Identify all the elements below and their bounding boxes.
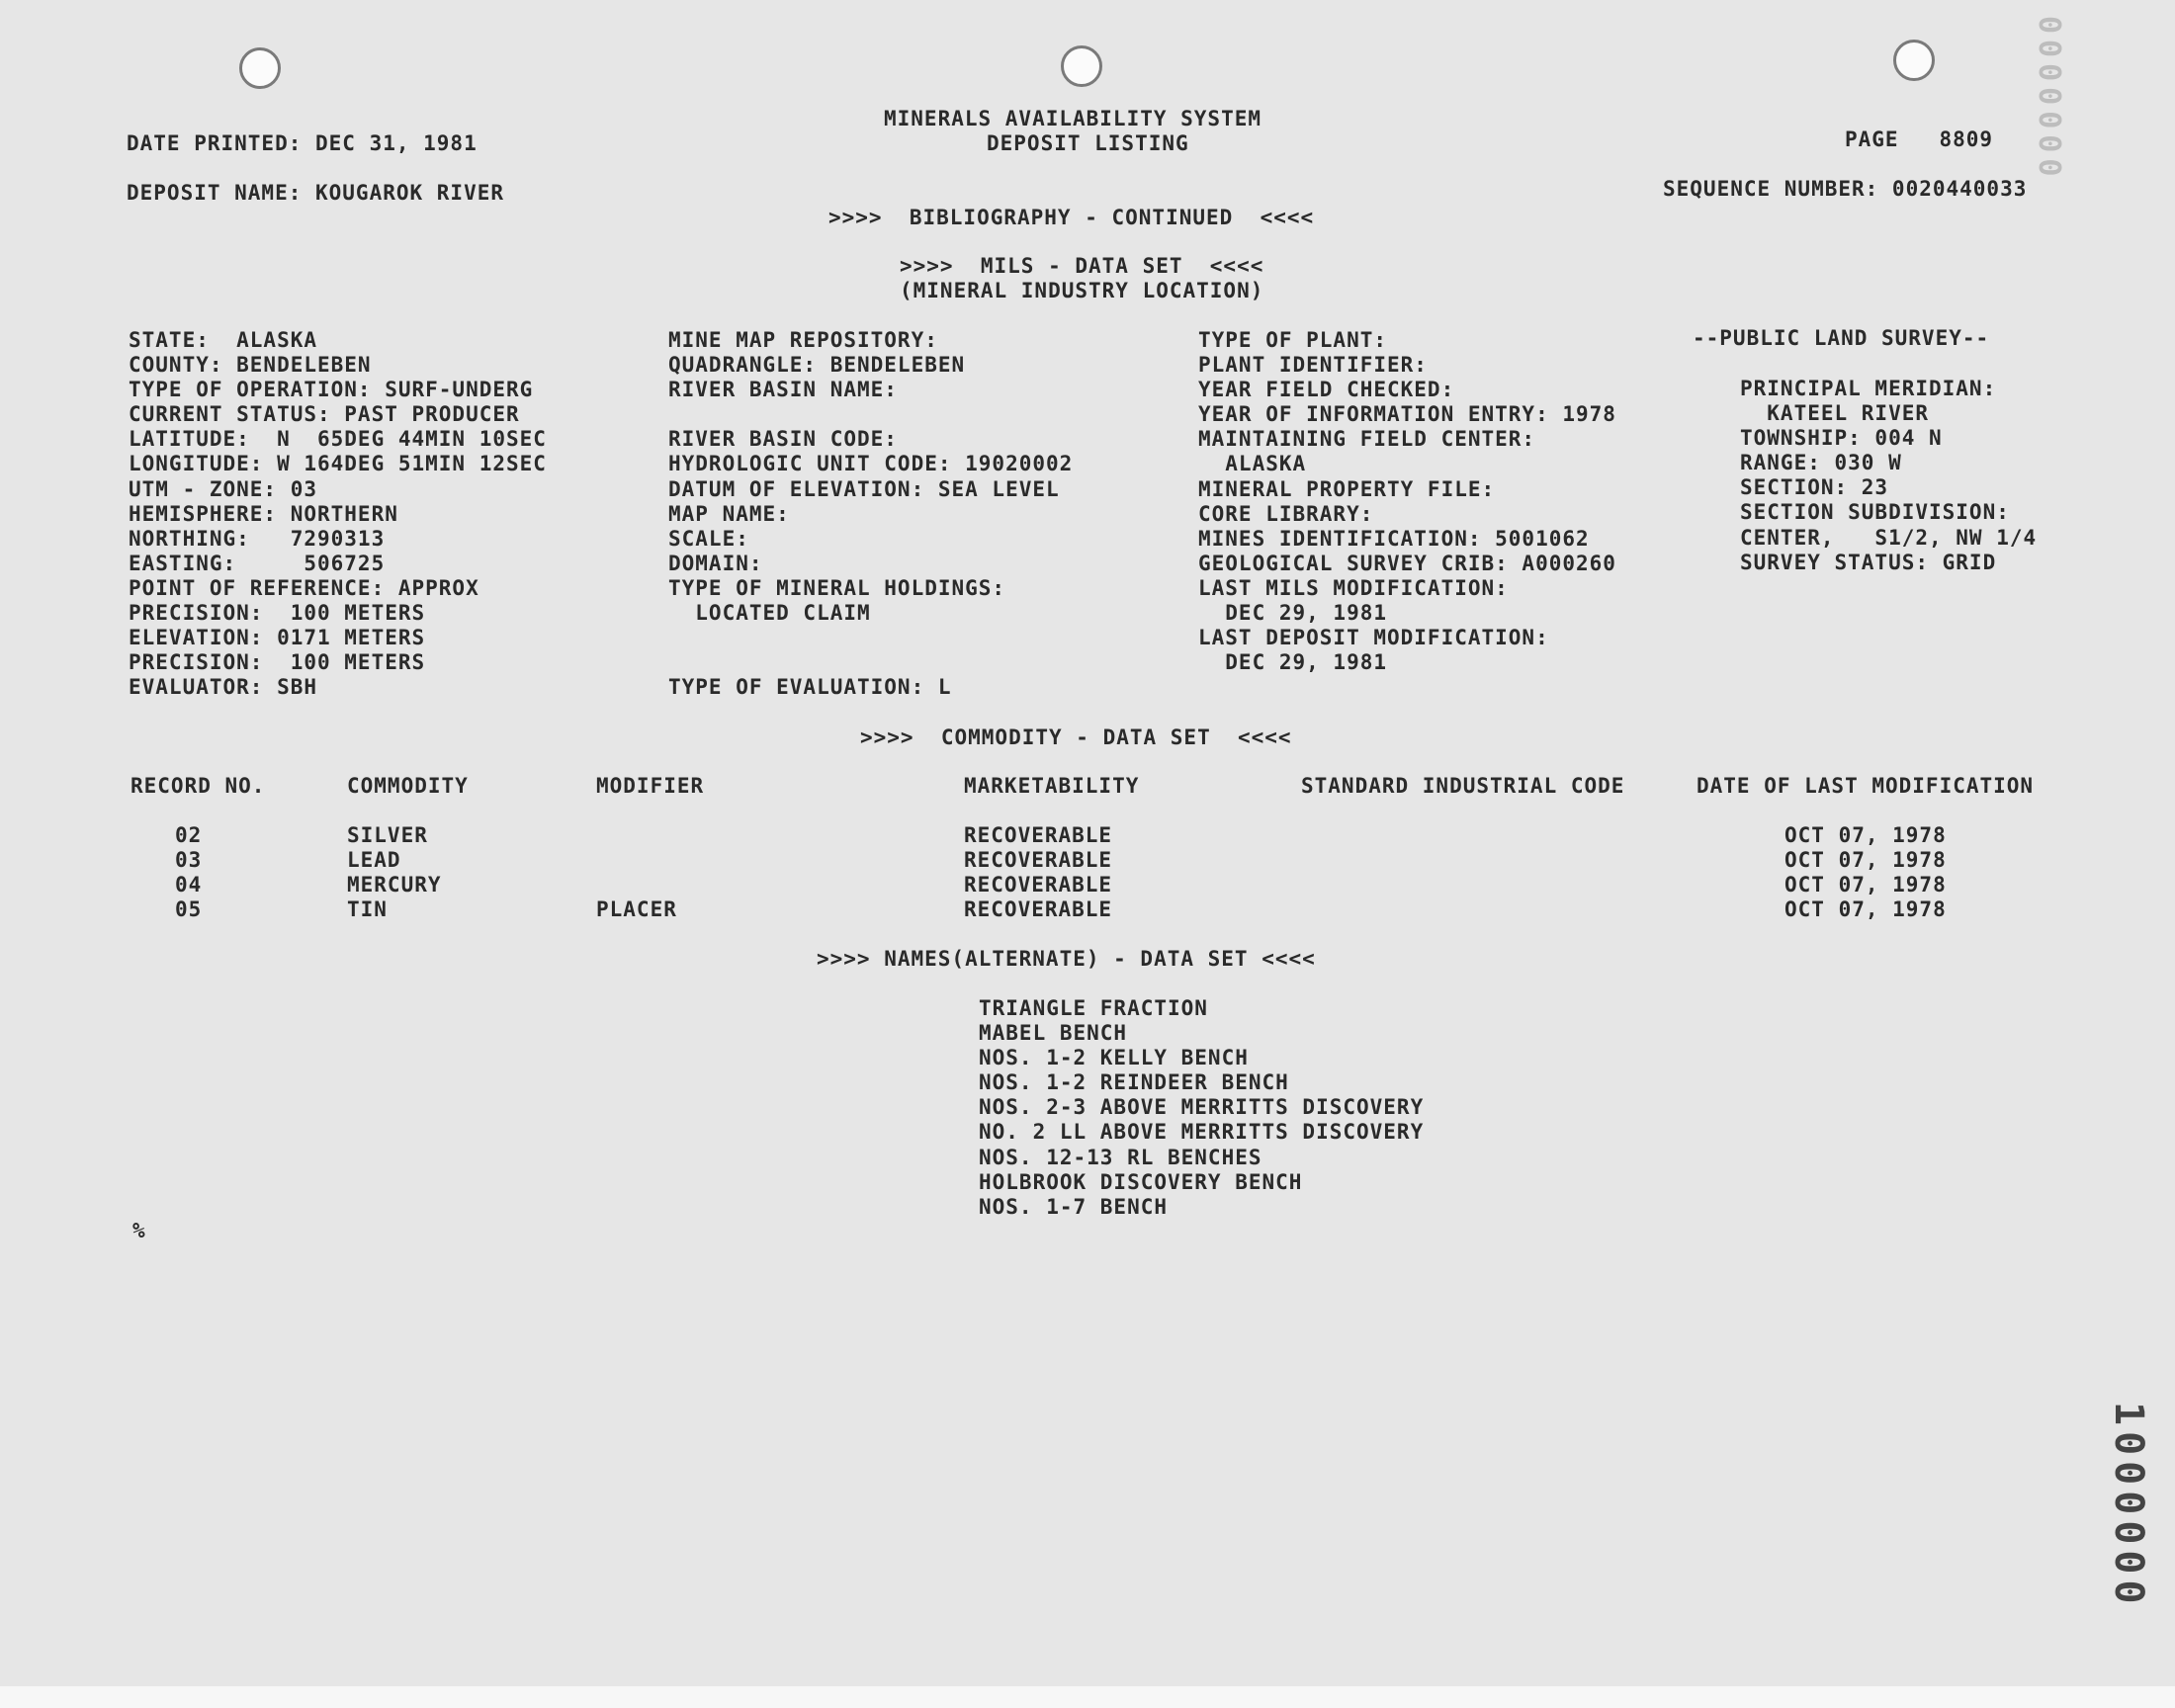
mils-field: PLANT IDENTIFIER: [1198,353,1428,378]
mils-field: MINERAL PROPERTY FILE: [1198,476,1496,501]
table-row [0,848,2175,873]
percent-marker: % [132,1219,146,1242]
date-last-modification: OCT 07, 1978 [1784,848,1947,872]
survey-field: SURVEY STATUS: GRID [1740,550,1997,574]
header-commodity: COMMODITY [347,774,469,798]
mils-column-4 [1740,377,2037,575]
marketability: RECOVERABLE [964,823,1113,847]
list-item: NOS. 1-2 REINDEER BENCH [979,1070,1289,1095]
mils-field: MINES IDENTIFICATION: 5001062 [1198,526,1590,551]
mils-field: YEAR FIELD CHECKED: [1198,378,1455,402]
marketability: RECOVERABLE [964,848,1113,872]
mils-title: >>>> MILS - DATA SET <<<< [900,254,1264,278]
mils-field: MINE MAP REPOSITORY: [668,328,938,352]
mils-field: HEMISPHERE: NORTHERN [129,501,398,526]
mils-field: LONGITUDE: W 164DEG 51MIN 12SEC [129,452,547,476]
system-title: MINERALS AVAILABILITY SYSTEM [884,107,1262,130]
mils-field: TYPE OF PLANT: [1198,328,1388,352]
mils-field [668,402,1073,427]
survey-field: RANGE: 030 W [1740,451,1902,475]
marketability: RECOVERABLE [964,897,1113,921]
mils-field: CORE LIBRARY: [1198,501,1374,526]
mils-field: MAINTAINING FIELD CENTER: [1198,427,1536,452]
mils-field [668,650,1073,675]
mils-column-2 [668,328,1073,700]
commodity: LEAD [347,848,401,872]
mils-field: STATE: ALASKA [129,328,318,352]
page-bottom-edge [0,1686,2175,1708]
survey-field: CENTER, S1/2, NW 1/4 [1740,525,2038,550]
list-item: NOS. 1-2 KELLY BENCH [979,1046,1249,1070]
mils-field: RIVER BASIN NAME: [668,378,898,402]
survey-field: SECTION SUBDIVISION: [1740,500,2010,525]
mils-field: SCALE: [668,526,749,551]
survey-field: PRINCIPAL MERIDIAN: [1740,377,1997,400]
mils-field: DEC 29, 1981 [1198,601,1388,626]
alternate-names-list [979,996,1424,1220]
mils-field: ELEVATION: 0171 METERS [129,626,426,650]
survey-field: KATEEL RIVER [1740,401,1930,426]
commodity: MERCURY [347,873,442,897]
list-item: NOS. 12-13 RL BENCHES [979,1145,1262,1169]
table-row [0,897,2175,922]
survey-field: SECTION: 23 [1740,475,1889,500]
deposit-name: DEPOSIT NAME: KOUGAROK RIVER [127,181,505,205]
mils-field: UTM - ZONE: 03 [129,476,318,501]
record-no: 03 [175,848,203,872]
date-last-modification: OCT 07, 1978 [1784,823,1947,847]
frame-number-faint-stamp: 0000000 [2032,16,2066,183]
record-no: 05 [175,897,203,921]
mils-field: MAP NAME: [668,501,790,526]
mils-column-1 [129,328,547,700]
header-standard-industrial-code: STANDARD INDUSTRIAL CODE [1301,774,1625,798]
mils-field: DATUM OF ELEVATION: SEA LEVEL [668,476,1060,501]
mils-field: TYPE OF OPERATION: SURF-UNDERG [129,378,534,402]
list-item: NOS. 2-3 ABOVE MERRITTS DISCOVERY [979,1095,1425,1120]
list-item: NO. 2 LL ABOVE MERRITTS DISCOVERY [979,1120,1425,1145]
table-row [0,873,2175,897]
record-no: 02 [175,823,203,847]
punch-hole-right [1893,40,1935,81]
mils-field: YEAR OF INFORMATION ENTRY: 1978 [1198,402,1616,427]
public-land-survey-title: --PUBLIC LAND SURVEY-- [1693,326,1990,350]
mils-subtitle: (MINERAL INDUSTRY LOCATION) [900,279,1264,302]
survey-field: TOWNSHIP: 004 N [1740,426,1943,451]
list-item: HOLBROOK DISCOVERY BENCH [979,1169,1303,1194]
punch-hole-center [1061,45,1102,87]
mils-field: ALASKA [1198,452,1307,476]
mils-field: LATITUDE: N 65DEG 44MIN 10SEC [129,427,547,452]
bibliography-heading: >>>> BIBLIOGRAPHY - CONTINUED <<<< [828,206,1315,229]
mils-field: RIVER BASIN CODE: [668,427,898,452]
mils-field: EVALUATOR: SBH [129,675,318,700]
listing-title: DEPOSIT LISTING [987,131,1189,155]
mils-field: LAST DEPOSIT MODIFICATION: [1198,626,1549,650]
mils-field: PRECISION: 100 METERS [129,601,426,626]
mils-field [668,626,1073,650]
mils-field: POINT OF REFERENCE: APPROX [129,575,479,600]
mils-field: GEOLOGICAL SURVEY CRIB: A000260 [1198,551,1616,575]
modifier: PLACER [596,897,677,921]
mils-field: LOCATED CLAIM [668,601,871,626]
mils-field: DOMAIN: [668,551,763,575]
mils-field: TYPE OF EVALUATION: L [668,675,952,700]
header-record-no: RECORD NO. [130,774,266,798]
mils-field: HYDROLOGIC UNIT CODE: 19020002 [668,452,1074,476]
record-no: 04 [175,873,203,897]
header-date-last-modification: DATE OF LAST MODIFICATION [1696,774,2035,798]
commodity-header-row [0,774,2175,799]
punch-hole-left [239,47,281,89]
table-row [0,823,2175,848]
marketability: RECOVERABLE [964,873,1113,897]
commodity-title: >>>> COMMODITY - DATA SET <<<< [860,726,1292,749]
mils-field: CURRENT STATUS: PAST PRODUCER [129,402,520,427]
mils-field: COUNTY: BENDELEBEN [129,353,372,378]
page-number: PAGE 8809 [1845,128,1994,151]
date-last-modification: OCT 07, 1978 [1784,873,1947,897]
frame-number-stamp: 1000000 [2106,1402,2151,1610]
mils-field: DEC 29, 1981 [1198,650,1388,675]
mils-field: PRECISION: 100 METERS [129,650,426,675]
names-title: >>>> NAMES(ALTERNATE) - DATA SET <<<< [817,947,1316,971]
mils-field: LAST MILS MODIFICATION: [1198,575,1509,600]
date-printed: DATE PRINTED: DEC 31, 1981 [127,131,478,155]
list-item: TRIANGLE FRACTION [979,996,1208,1020]
mils-field: TYPE OF MINERAL HOLDINGS: [668,575,1006,600]
mils-field: EASTING: 506725 [129,551,386,575]
commodity: SILVER [347,823,428,847]
date-last-modification: OCT 07, 1978 [1784,897,1947,921]
sequence-number: SEQUENCE NUMBER: 0020440033 [1663,177,2028,201]
mils-column-3 [1198,328,1616,675]
header-marketability: MARKETABILITY [964,774,1140,798]
mils-field: QUADRANGLE: BENDELEBEN [668,353,966,378]
commodity: TIN [347,897,388,921]
header-modifier: MODIFIER [596,774,705,798]
mils-field: NORTHING: 7290313 [129,526,386,551]
list-item: NOS. 1-7 BENCH [979,1194,1169,1219]
list-item: MABEL BENCH [979,1021,1128,1046]
